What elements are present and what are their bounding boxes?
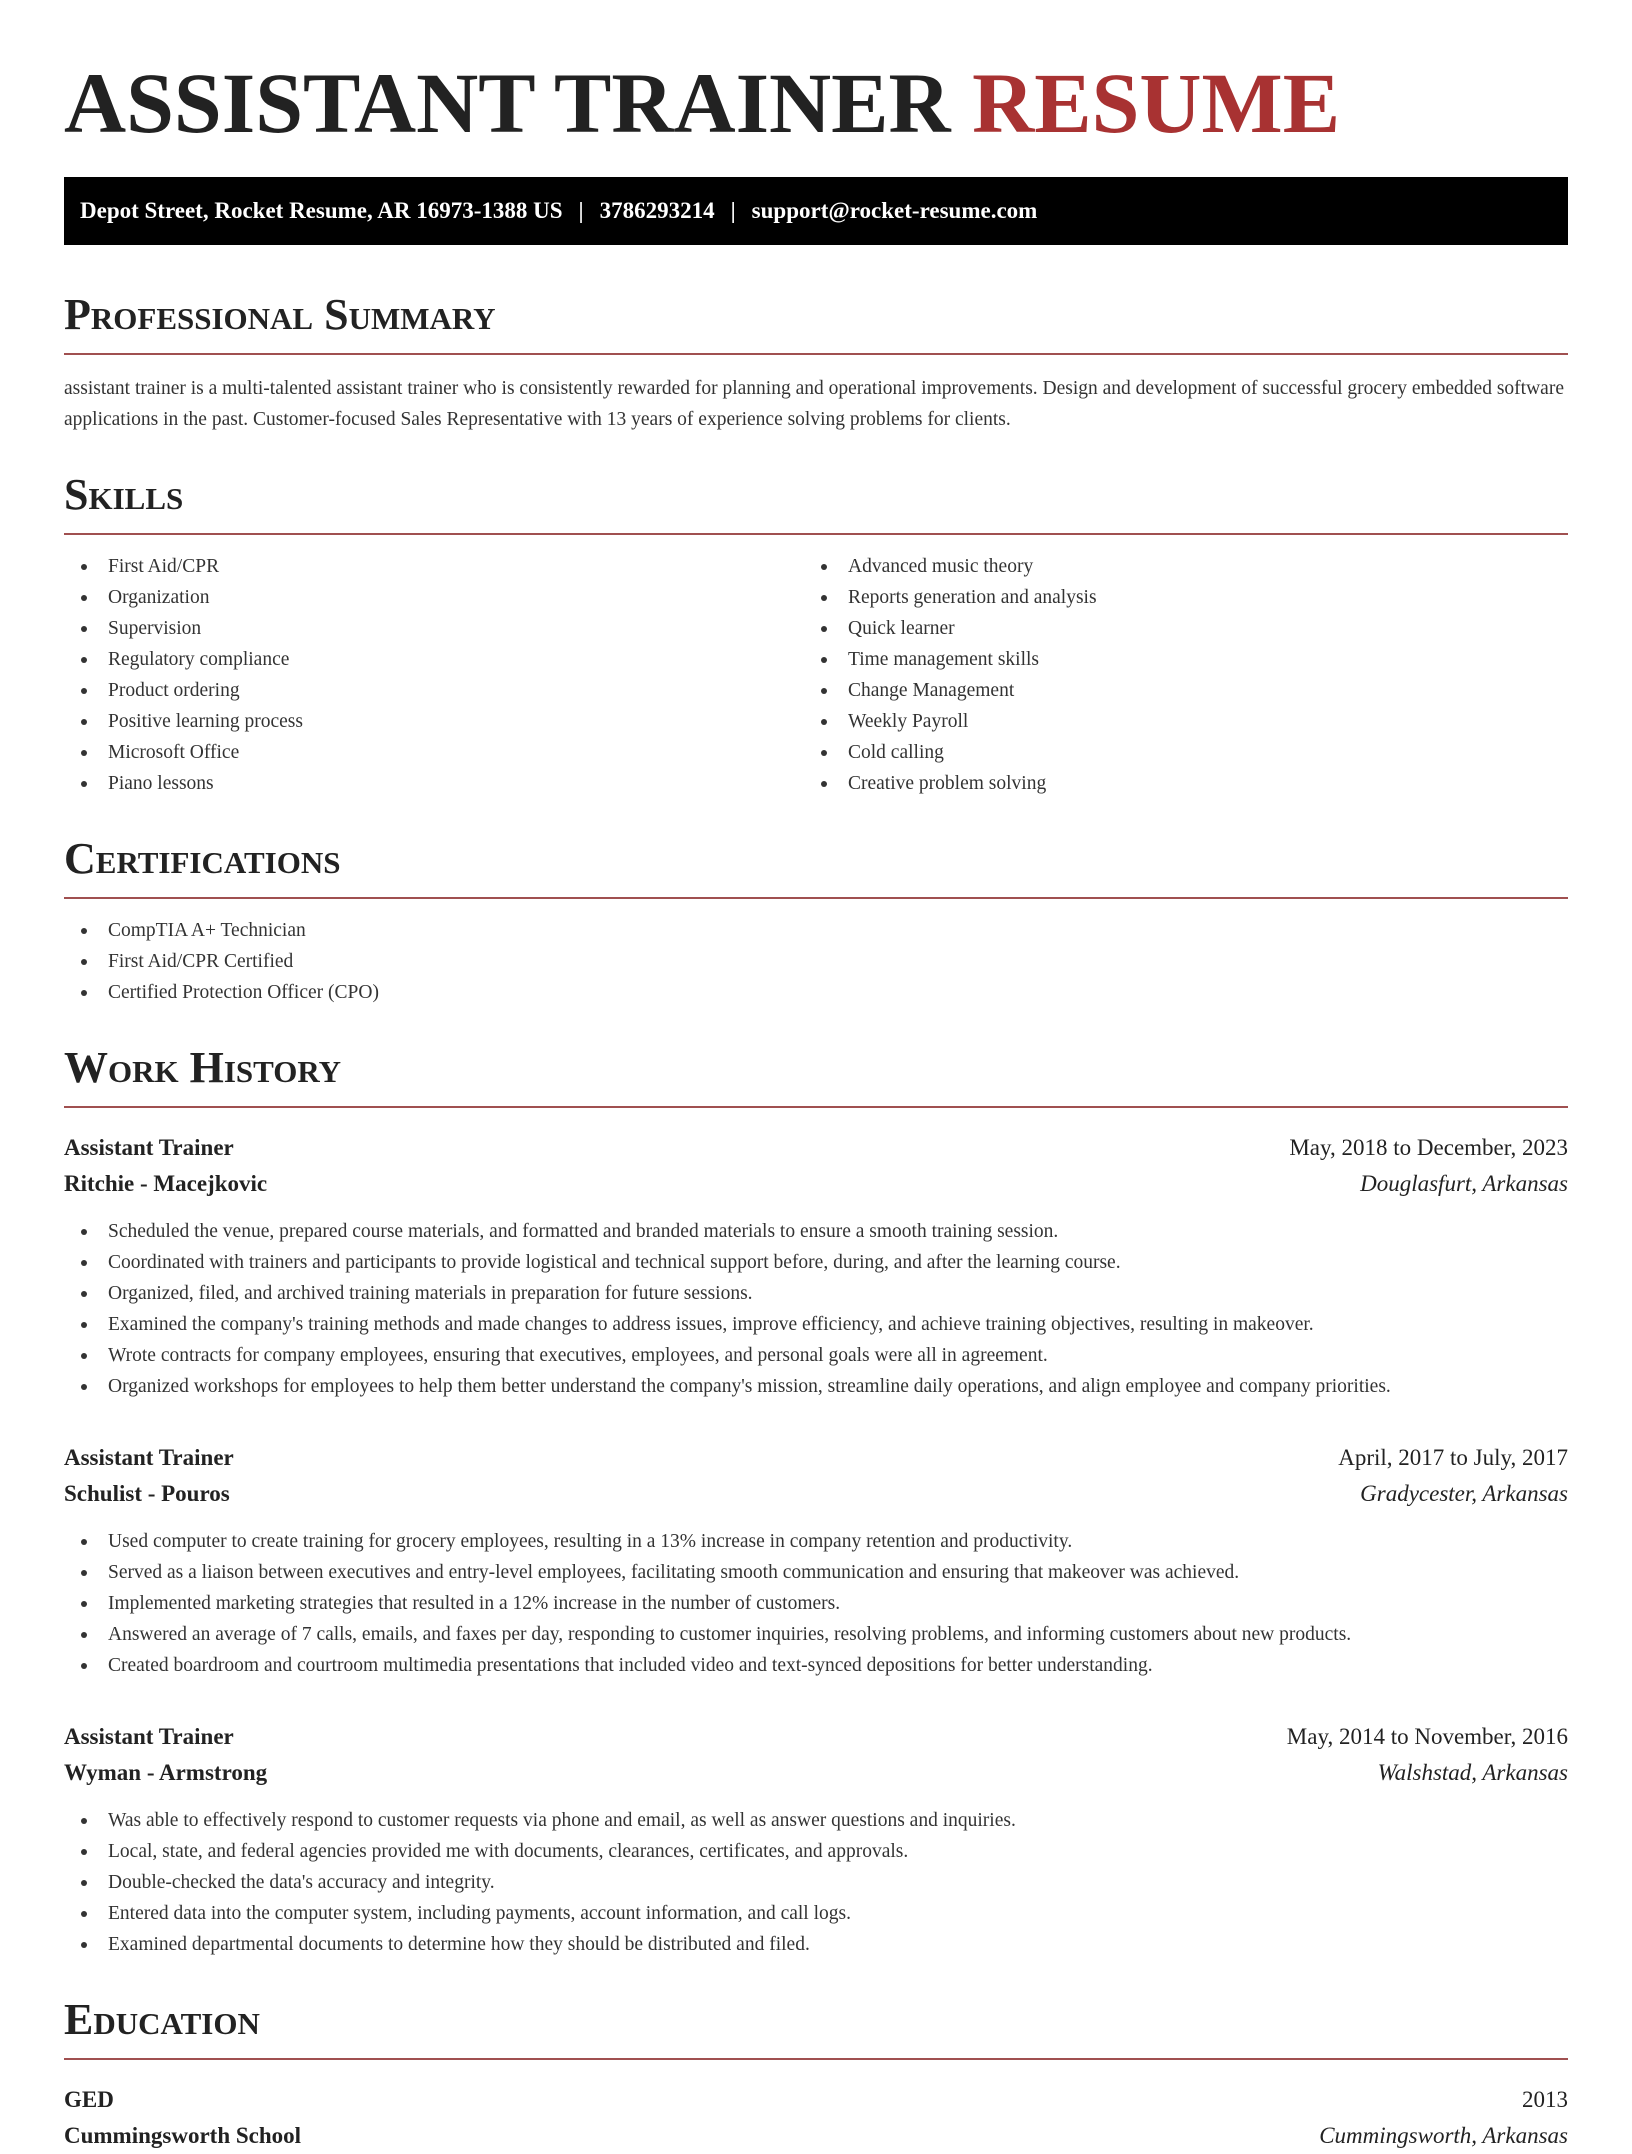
job-header-row (64, 1719, 1568, 1755)
skills-list-left (64, 551, 804, 799)
certification-item: First Aid/CPR Certified (64, 946, 1568, 977)
skill-item: Supervision (64, 613, 804, 644)
skill-item: Positive learning process (64, 706, 804, 737)
job-duty: Examined the company's training methods and made changes to address issues, improve efficiency, and achieve training objectives, resulting in makeover. (64, 1309, 1568, 1340)
resume-title (64, 0, 1568, 151)
job-dates: May, 2014 to November, 2016 (1286, 1723, 1568, 1749)
education-entry (64, 2082, 1568, 2154)
job-duty: Served as a liaison between executives and entry-level employees, facilitating smooth communication and ensuring that makeover was achieved. (64, 1557, 1568, 1588)
job-duty: Local, state, and federal agencies provided me with documents, clearances, certificates, and approvals. (64, 1836, 1568, 1867)
skills-section (64, 469, 1568, 799)
skill-item: Microsoft Office (64, 737, 804, 768)
job-duty: Double-checked the data's accuracy and integrity. (64, 1867, 1568, 1898)
skill-item: Organization (64, 582, 804, 613)
job-company: Ritchie - Macejkovic (64, 1170, 268, 1196)
skill-item: Product ordering (64, 675, 804, 706)
contact-phone: 3786293214 (599, 197, 715, 223)
job-duty: Implemented marketing strategies that resulted in a 12% increase in the number of customers. (64, 1588, 1568, 1619)
section-heading-education: Education (64, 1998, 1568, 2060)
contact-separator: | (730, 197, 736, 223)
title-accent: RESUME (972, 55, 1341, 151)
skill-item: Change Management (804, 675, 1544, 706)
job-entry (64, 1440, 1568, 1681)
skill-item: Regulatory compliance (64, 644, 804, 675)
contact-address: Depot Street, Rocket Resume, AR 16973-1388 US (80, 197, 563, 223)
contact-bar (64, 177, 1568, 245)
certifications-list (64, 915, 1568, 1008)
job-company: Wyman - Armstrong (64, 1759, 268, 1785)
certification-item: Certified Protection Officer (CPO) (64, 977, 1568, 1008)
certifications-section (64, 833, 1568, 1008)
title-main: ASSISTANT TRAINER (64, 55, 951, 151)
skill-item: Weekly Payroll (804, 706, 1544, 737)
skills-list-right (804, 551, 1544, 799)
job-duties-list (64, 1216, 1568, 1402)
job-location: Gradycester, Arkansas (1360, 1480, 1568, 1506)
summary-section (64, 289, 1568, 435)
job-duty: Scheduled the venue, prepared course materials, and formatted and branded materials to ensure a smooth training session. (64, 1216, 1568, 1247)
job-location: Douglasfurt, Arkansas (1360, 1170, 1568, 1196)
job-header-row (64, 1440, 1568, 1476)
job-company: Schulist - Pouros (64, 1480, 230, 1506)
job-duty: Answered an average of 7 calls, emails, and faxes per day, responding to customer inquiries, resolving problems, and informing customers about new products. (64, 1619, 1568, 1650)
education-location: Cummingsworth, Arkansas (1319, 2122, 1568, 2148)
certification-item: CompTIA A+ Technician (64, 915, 1568, 946)
education-year: 2013 (1522, 2086, 1568, 2112)
skill-item: Cold calling (804, 737, 1544, 768)
job-duty: Organized, filed, and archived training materials in preparation for future sessions. (64, 1278, 1568, 1309)
contact-separator: | (578, 197, 584, 223)
job-company-row (64, 1476, 1568, 1512)
skill-item: Piano lessons (64, 768, 804, 799)
education-section (64, 1994, 1568, 2154)
job-title: Assistant Trainer (64, 1444, 234, 1470)
job-entry (64, 1130, 1568, 1402)
skill-item: Creative problem solving (804, 768, 1544, 799)
education-school-row (64, 2118, 1568, 2154)
job-company-row (64, 1166, 1568, 1202)
job-company-row (64, 1755, 1568, 1791)
job-duties-list (64, 1805, 1568, 1960)
summary-text: assistant trainer is a multi-talented assistant trainer who is consistently rewarded for planning and operational improvements. Design and development of successful grocery embedded software applications in the past. Customer-focused Sales Representative with 13 years of experience solving problems for clients. (64, 377, 1564, 430)
education-degree-row (64, 2082, 1568, 2118)
skill-item: Reports generation and analysis (804, 582, 1544, 613)
skill-item: Time management skills (804, 644, 1544, 675)
skill-item: Advanced music theory (804, 551, 1544, 582)
job-dates: April, 2017 to July, 2017 (1338, 1444, 1568, 1470)
job-duty: Was able to effectively respond to customer requests via phone and email, as well as answer questions and inquiries. (64, 1805, 1568, 1836)
education-school: Cummingsworth School (64, 2122, 302, 2148)
job-duty: Examined departmental documents to determine how they should be distributed and filed. (64, 1929, 1568, 1960)
skill-item: First Aid/CPR (64, 551, 804, 582)
work-history-section (64, 1042, 1568, 1960)
section-heading-summary: Professional Summary (64, 293, 1568, 355)
job-dates: May, 2018 to December, 2023 (1289, 1134, 1568, 1160)
skills-grid (64, 551, 1568, 799)
job-duty: Coordinated with trainers and participants to provide logistical and technical support before, during, and after the learning course. (64, 1247, 1568, 1278)
job-duty: Organized workshops for employees to help them better understand the company's mission, streamline daily operations, and align employee and company priorities. (64, 1371, 1568, 1402)
section-heading-skills: Skills (64, 473, 1568, 535)
education-degree: GED (64, 2086, 114, 2112)
job-entry (64, 1719, 1568, 1960)
job-duty: Wrote contracts for company employees, ensuring that executives, employees, and personal goals were all in agreement. (64, 1340, 1568, 1371)
job-duty: Entered data into the computer system, including payments, account information, and call logs. (64, 1898, 1568, 1929)
job-title: Assistant Trainer (64, 1134, 234, 1160)
job-duty: Used computer to create training for grocery employees, resulting in a 13% increase in company retention and productivity. (64, 1526, 1568, 1557)
skill-item: Quick learner (804, 613, 1544, 644)
section-heading-work-history: Work History (64, 1046, 1568, 1108)
job-location: Walshstad, Arkansas (1377, 1759, 1568, 1785)
job-title: Assistant Trainer (64, 1723, 234, 1749)
job-duty: Created boardroom and courtroom multimedia presentations that included video and text-synced depositions for better understanding. (64, 1650, 1568, 1681)
section-heading-certifications: Certifications (64, 837, 1568, 899)
contact-email: support@rocket-resume.com (751, 197, 1038, 223)
job-header-row (64, 1130, 1568, 1166)
job-duties-list (64, 1526, 1568, 1681)
